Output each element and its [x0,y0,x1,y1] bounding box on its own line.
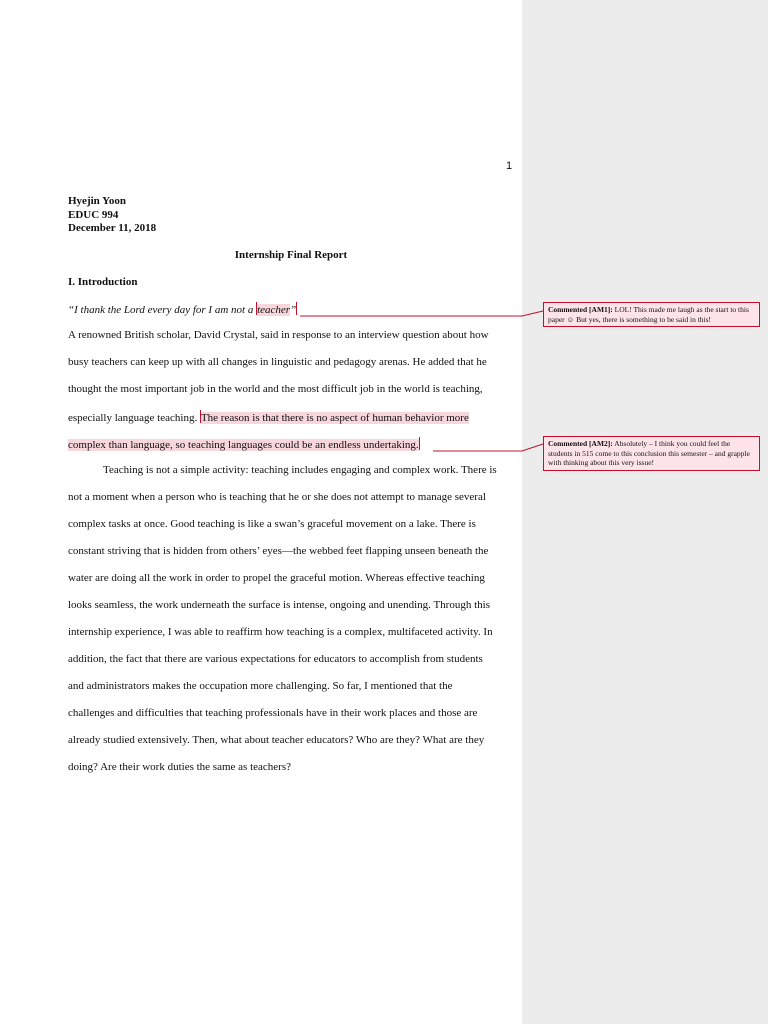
report-date: December 11, 2018 [68,222,157,234]
commented-text[interactable]: complex than language, so teaching languages could be an endless undertaking. [68,439,419,451]
comment-am1[interactable] [543,302,760,327]
quote-end: ” [290,304,297,316]
paragraph-line: already studied extensively. Then, what about teacher educators? Who are they? What are they [68,734,485,746]
paragraph-line: A renowned British scholar, David Crystal, said in response to an interview question about how [68,329,489,341]
paragraph-line: and administrators makes the occupation more challenging. So far, I mentioned that the [68,680,453,692]
paragraph-line: constant striving that is hidden from others’ eyes—the webbed feet flapping unseen beneath the [68,545,489,557]
commented-text[interactable]: The reason is that there is no aspect of human behavior more [200,412,469,424]
course-code: EDUC 994 [68,209,119,221]
comment-am2[interactable] [543,436,760,471]
page-number: 1 [506,160,513,172]
comment-connector-2 [433,444,543,451]
paragraph-line: addition, the fact that there are various expectations for educators to accomplish from students [68,653,483,665]
paragraph-line: busy teachers can keep up with all changes in linguistic and pedagogy arenas. He added that he [68,356,487,368]
paragraph-line: looks seamless, the work underneath the surface is intense, ongoing and unending. Through this [68,599,490,611]
paragraph-line: thought the most important job in the world and the most difficult job in the world is teaching, [68,383,483,395]
comment-author: Commented [AM2]: [548,439,613,448]
quote-text: “I thank the Lord every day for I am not a [68,304,257,316]
quote-highlight[interactable]: teacher [257,304,291,316]
comment-author: Commented [AM1]: [548,305,613,314]
paragraph-line: Teaching is not a simple activity: teaching includes engaging and complex work. There is [103,464,497,476]
paragraph-line: doing? Are their work duties the same as teachers? [68,761,291,773]
paragraph-line: challenges and difficulties that teaching professionals have in their work places and those are [68,707,478,719]
section-heading: I. Introduction [68,276,138,288]
comment-connector-1 [300,311,543,316]
paragraph-text: especially language teaching. [68,412,200,424]
comment-text: LOL! This made me laugh as the start to this paper ☺ But yes, there is something to be said in this! [548,305,749,324]
paragraph-line: internship experience, I was able to reaffirm how teaching is a complex, multifaceted activity. In [68,626,493,638]
comment-text: Absolutely – I think you could feel the students in 515 come to this conclusion this semester – and grapple with thinking about this very issue! [548,439,750,467]
author-name: Hyejin Yoon [68,195,126,207]
document-title: Internship Final Report [234,249,348,261]
paragraph-line: water are doing all the work in order to propel the graceful motion. Whereas effective teaching [68,572,485,584]
paragraph-line: complex tasks at once. Good teaching is like a swan’s graceful movement on a lake. There is [68,518,476,530]
paragraph-line: not a moment when a person who is teaching that he or she does not attempt to manage several [68,491,486,503]
